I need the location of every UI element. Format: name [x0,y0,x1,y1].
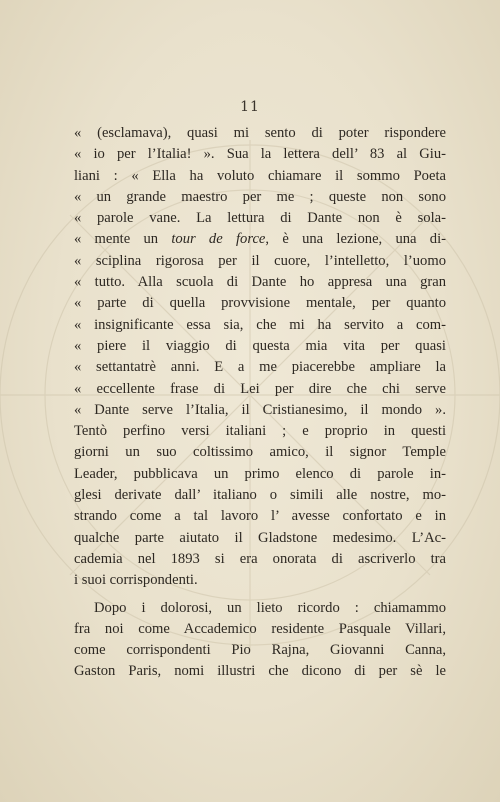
text-line: i suoi corrispondenti. [74,572,198,589]
text-line: « io per l’Italia! ». Sua la lettera dell’ 83 al Giu- [74,146,446,163]
body-text [74,123,446,683]
text-line: Leader, pubblicava un primo elenco di parole in- [74,465,446,482]
text-line: fra noi come Accademico residente Pasquale Villari, [74,620,446,637]
text-line: Dopo i dolorosi, un lieto ricordo : chiamammo [94,599,446,616]
text-line: cademia nel 1893 si era onorata di ascriverlo tra [74,550,446,567]
text-line: « eccellente frase di Lei per dire che chi serve [74,380,446,397]
text-line: Tentò perfino versi italiani ; e proprio in questi [74,423,446,440]
text-line: « parole vane. La lettura di Dante non è sola- [74,210,446,227]
text-line: Gaston Paris, nomi illustri che dicono di per sè le [74,663,446,680]
text-line: « piere il viaggio di questa mia vita per quasi [74,337,446,354]
page-number: 11 [240,99,260,115]
text-line: liani : « Ella ha voluto chiamare il sommo Poeta [74,167,446,184]
text-line: « mente un tour de force, è una lezione, una di- [74,231,446,248]
text-line: « (esclamava), quasi mi sento di poter rispondere [74,125,446,141]
italic-phrase: tour de force [171,231,266,248]
text-line: « settantatrè anni. E a me piacerebbe ampliare la [74,359,446,376]
text-line: « parte di quella provvisione mentale, per quanto [74,295,446,312]
text-line: strando come a tal lavoro l’ avesse confortato e in [74,508,446,525]
text-line: « insignificante essa sia, che mi ha servito a com- [74,316,446,333]
text-line: « un grande maestro per me ; queste non sono [74,188,446,205]
text-line: come corrispondenti Pio Rajna, Giovanni Canna, [74,642,446,659]
text-line: « Dante serve l’Italia, il Cristianesimo, il mondo ». [74,401,446,418]
text-line: « tutto. Alla scuola di Dante ho appresa una gran [74,274,446,291]
text-line: glesi derivate dall’ italiano o simili alle nostre, mo- [74,487,446,504]
text-line: qualche parte aiutato il Gladstone medesimo. L’Ac- [74,529,446,546]
text-line: « sciplina rigorosa per il cuore, l’intelletto, l’uomo [74,252,446,269]
text-line: giorni un suo coltissimo amico, il signor Temple [74,444,446,461]
